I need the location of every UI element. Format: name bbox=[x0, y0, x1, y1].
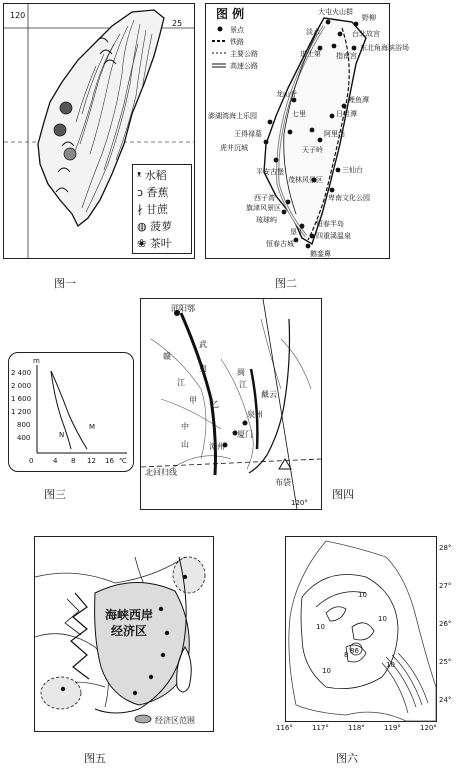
svg-text:中: 中 bbox=[181, 422, 189, 431]
figure-6-panel bbox=[285, 536, 437, 722]
banana-icon: ↄ bbox=[137, 186, 144, 199]
pineapple-symbol bbox=[64, 148, 76, 160]
figure-6-lat-axis bbox=[435, 536, 470, 720]
svg-text:夷: 夷 bbox=[199, 364, 207, 373]
region-label-line-2: 经济区 bbox=[111, 624, 148, 638]
svg-text:台北故宫: 台北故宫 bbox=[352, 30, 380, 38]
city-marker bbox=[243, 421, 248, 426]
svg-text:10: 10 bbox=[378, 615, 387, 623]
figure-2-caption: 图二 bbox=[275, 277, 297, 290]
legend-railway: 铁路 bbox=[230, 38, 244, 46]
region-label-line-1: 海峡西岸 bbox=[105, 608, 154, 622]
svg-text:28°: 28° bbox=[439, 544, 452, 552]
svg-text:江: 江 bbox=[177, 378, 185, 387]
figure-3-panel bbox=[8, 352, 134, 472]
x-tick-label: 16 bbox=[105, 457, 114, 465]
legend-title: 图 例 bbox=[216, 7, 245, 21]
svg-text:恒春半岛: 恒春半岛 bbox=[316, 220, 344, 228]
svg-text:指南宫: 指南宫 bbox=[336, 52, 357, 60]
svg-text:七里: 七里 bbox=[292, 110, 306, 118]
svg-text:116°: 116° bbox=[276, 724, 293, 732]
svg-text:赣: 赣 bbox=[163, 352, 171, 361]
svg-text:闽: 闽 bbox=[237, 368, 245, 377]
svg-text:119°: 119° bbox=[384, 724, 401, 732]
x-unit: ℃ bbox=[119, 457, 127, 465]
svg-text:卑南文化公园: 卑南文化公园 bbox=[328, 194, 370, 202]
figure-6-lon-axis bbox=[276, 720, 456, 734]
svg-text:布袋: 布袋 bbox=[275, 478, 291, 487]
x-tick-label: 12 bbox=[87, 457, 96, 465]
y-unit: m bbox=[33, 357, 40, 365]
legend-sugarcane: ∤ 甘蔗 bbox=[137, 203, 168, 216]
svg-text:茂林风景区: 茂林风景区 bbox=[288, 176, 323, 184]
pineapple-icon: ◍ bbox=[137, 220, 147, 233]
svg-text:天子岭: 天子岭 bbox=[302, 146, 323, 154]
svg-text:甲: 甲 bbox=[189, 396, 197, 405]
svg-text:120°: 120° bbox=[291, 499, 308, 507]
svg-text:8: 8 bbox=[344, 651, 349, 659]
legend-tea: ❀ 茶叶 bbox=[137, 237, 172, 250]
figure-4-panel bbox=[140, 298, 322, 510]
legend-rice: ᵜ 水稻 bbox=[137, 169, 167, 182]
curve-n-label: N bbox=[59, 431, 65, 439]
peak-value: 86 bbox=[350, 647, 359, 655]
svg-text:恒春古城: 恒春古城 bbox=[266, 240, 294, 248]
svg-text:24°: 24° bbox=[439, 696, 452, 704]
svg-text:垦丁: 垦丁 bbox=[290, 228, 304, 236]
svg-text:进士第: 进士第 bbox=[300, 50, 321, 58]
figure-3-chart bbox=[9, 353, 133, 471]
economic-zone-area bbox=[95, 582, 190, 705]
rice-icon: ᵜ bbox=[137, 169, 142, 182]
figure-4-caption: 图四 bbox=[332, 488, 354, 501]
svg-text:东北角海滨浴场: 东北角海滨浴场 bbox=[360, 44, 409, 52]
legend-zone-label: 经济区范围 bbox=[155, 716, 195, 725]
figure-1-caption: 图一 bbox=[54, 277, 76, 290]
lat-label: 25 bbox=[172, 19, 183, 28]
isohyet-lines bbox=[301, 575, 398, 689]
tea-icon: ❀ bbox=[137, 237, 147, 250]
svg-text:王得禄墓: 王得禄墓 bbox=[234, 130, 262, 138]
scenic-spot-icon bbox=[218, 27, 223, 32]
y-tick-label: 2 000 bbox=[11, 382, 32, 390]
legend-main-road: 主要公路 bbox=[230, 50, 258, 58]
y-tick-label: 1 600 bbox=[11, 395, 32, 403]
svg-text:平安古堡: 平安古堡 bbox=[256, 168, 284, 176]
y-tick-label: 0 bbox=[29, 457, 34, 465]
x-tick-label: 8 bbox=[71, 457, 76, 465]
svg-text:10: 10 bbox=[322, 667, 331, 675]
svg-text:澎湖湾海上乐园: 澎湖湾海上乐园 bbox=[208, 112, 257, 120]
svg-text:118°: 118° bbox=[348, 724, 365, 732]
svg-text:120°: 120° bbox=[420, 724, 437, 732]
svg-text:虎井沉城: 虎井沉城 bbox=[220, 144, 248, 152]
svg-text:邵阳鄂: 邵阳鄂 bbox=[171, 304, 195, 313]
svg-text:龙山寺: 龙山寺 bbox=[276, 90, 297, 98]
svg-text:鲤鱼潭: 鲤鱼潭 bbox=[348, 96, 369, 104]
figure-6-map bbox=[286, 537, 436, 721]
svg-text:琉球屿: 琉球屿 bbox=[256, 216, 277, 224]
svg-text:武: 武 bbox=[199, 340, 207, 349]
svg-text:旗津风景区: 旗津风景区 bbox=[246, 204, 281, 212]
svg-text:117°: 117° bbox=[312, 724, 329, 732]
svg-text:25°: 25° bbox=[439, 658, 452, 666]
figure-1-panel bbox=[3, 3, 195, 259]
svg-text:四重溪温泉: 四重溪温泉 bbox=[316, 232, 351, 240]
land-outline bbox=[289, 541, 436, 721]
figure-5-map bbox=[35, 537, 213, 731]
contour-value-labels bbox=[316, 591, 395, 675]
svg-text:戴云: 戴云 bbox=[261, 390, 277, 399]
svg-text:大屯火山群: 大屯火山群 bbox=[318, 8, 353, 16]
svg-text:野柳: 野柳 bbox=[362, 14, 376, 22]
svg-text:山: 山 bbox=[181, 440, 189, 449]
figure-2-map bbox=[206, 4, 409, 258]
svg-text:淡水: 淡水 bbox=[306, 28, 320, 36]
svg-text:漳州: 漳州 bbox=[209, 442, 225, 451]
figure-4-map bbox=[141, 299, 321, 509]
svg-text:厦门: 厦门 bbox=[237, 430, 253, 439]
y-tick-labels bbox=[11, 369, 33, 465]
legend-scenic-spot: 景点 bbox=[230, 26, 244, 34]
curve-m bbox=[51, 371, 87, 449]
y-tick-label: 2 400 bbox=[11, 369, 32, 377]
svg-text:泉州: 泉州 bbox=[247, 410, 263, 419]
svg-text:阿里山: 阿里山 bbox=[324, 130, 345, 138]
y-tick-label: 1 200 bbox=[11, 408, 32, 416]
svg-text:三仙台: 三仙台 bbox=[342, 166, 363, 174]
sugarcane-icon: ∤ bbox=[137, 203, 143, 216]
legend-zone-icon bbox=[135, 715, 151, 723]
figure-2-panel bbox=[205, 3, 409, 259]
zone-extension-south bbox=[41, 677, 81, 709]
svg-text:江: 江 bbox=[239, 380, 247, 389]
svg-text:26°: 26° bbox=[439, 620, 452, 628]
legend-highway: 高速公路 bbox=[230, 62, 258, 70]
legend-pineapple: ◍ 菠萝 bbox=[137, 220, 173, 233]
legend-banana: ↄ 香蕉 bbox=[137, 186, 169, 199]
curve-m-label: M bbox=[89, 423, 96, 431]
y-tick-label: 800 bbox=[17, 421, 31, 429]
svg-text:乙: 乙 bbox=[211, 400, 219, 409]
y-tick-label: 400 bbox=[17, 434, 31, 442]
svg-text:10: 10 bbox=[316, 623, 325, 631]
svg-text:27°: 27° bbox=[439, 582, 452, 590]
figure-3-caption: 图三 bbox=[44, 488, 66, 501]
figure-5-caption: 图五 bbox=[84, 752, 106, 765]
svg-text:日月潭: 日月潭 bbox=[336, 110, 357, 118]
lon-label: 120 bbox=[10, 11, 26, 20]
svg-text:10: 10 bbox=[386, 661, 395, 669]
svg-text:10: 10 bbox=[358, 591, 367, 599]
zone-extension-north bbox=[173, 557, 205, 593]
x-tick-labels bbox=[53, 457, 127, 465]
svg-text:西子湾: 西子湾 bbox=[254, 194, 275, 202]
svg-text:北回归线: 北回归线 bbox=[145, 468, 177, 477]
tea-symbol bbox=[54, 124, 66, 136]
figure-5-panel bbox=[34, 536, 214, 732]
figure-1-legend bbox=[132, 164, 192, 254]
x-tick-label: 4 bbox=[53, 457, 58, 465]
figure-6-caption: 图六 bbox=[336, 752, 358, 765]
svg-text:鹅銮鼻: 鹅銮鼻 bbox=[310, 250, 331, 258]
tea-symbol bbox=[60, 102, 72, 114]
tropic-of-cancer bbox=[141, 459, 321, 467]
